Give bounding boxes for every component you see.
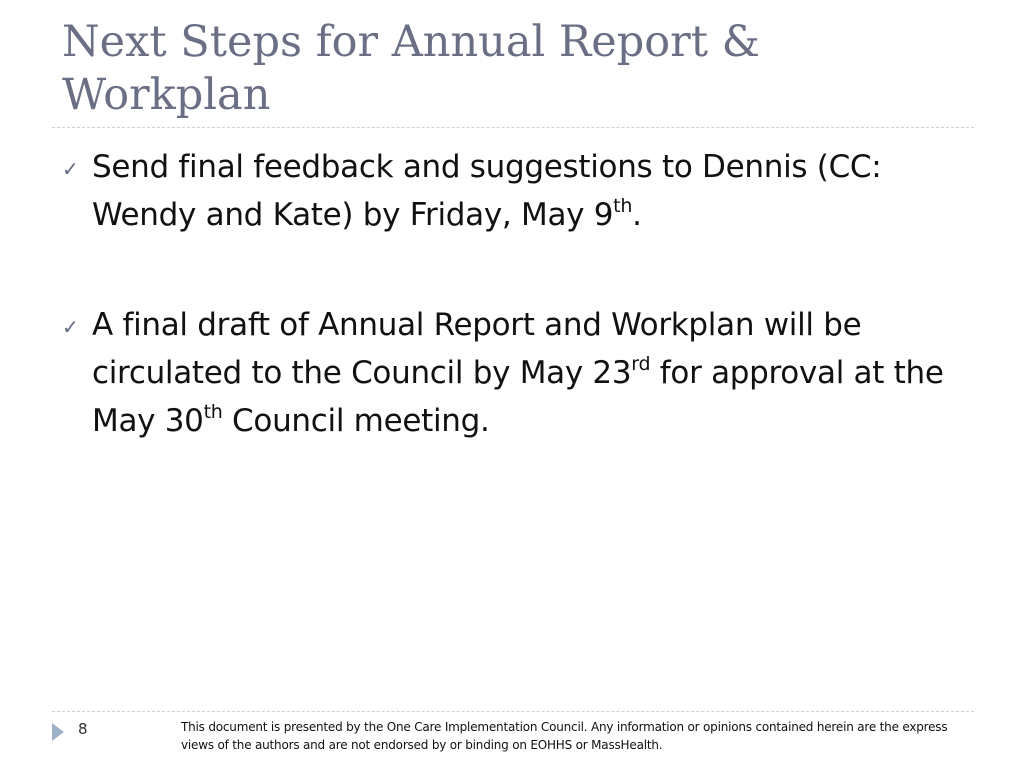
bullet-text-part: Send final feedback and suggestions to Dennis (CC: Wendy and Kate) by Friday, May 9: [92, 149, 882, 233]
ordinal-suffix: th: [203, 400, 223, 423]
bullet-item-final-draft: [62, 301, 962, 445]
bullet-text: [92, 149, 881, 233]
bullet-text-part: Council meeting.: [222, 403, 490, 439]
checkmark-icon: ✓: [62, 315, 79, 339]
bullet-text-part: A final draft of Annual Report and Workplan will be circulated to the Council by May 23: [92, 307, 862, 391]
page-number: 8: [78, 720, 88, 738]
bullet-list: [62, 143, 962, 445]
bullet-item-feedback: [62, 143, 962, 239]
footer-arrow-icon: [52, 723, 64, 741]
ordinal-suffix: th: [613, 194, 633, 217]
title-divider: [52, 127, 974, 128]
ordinal-suffix: rd: [631, 352, 651, 375]
bullet-text-part: .: [632, 197, 642, 233]
footer-divider: [52, 711, 974, 712]
checkmark-icon: ✓: [62, 157, 79, 181]
slide-title: Next Steps for Annual Report & Workplan: [62, 17, 760, 120]
bullet-text: [92, 307, 944, 439]
bullet-text-part: for approval at the May 30: [92, 355, 944, 439]
footer-disclaimer: This document is presented by the One Care Implementation Council. Any information or opinions contained herein are the express views of the authors and are not endorsed by or binding on EOHHS or MassHealth.: [181, 720, 948, 752]
